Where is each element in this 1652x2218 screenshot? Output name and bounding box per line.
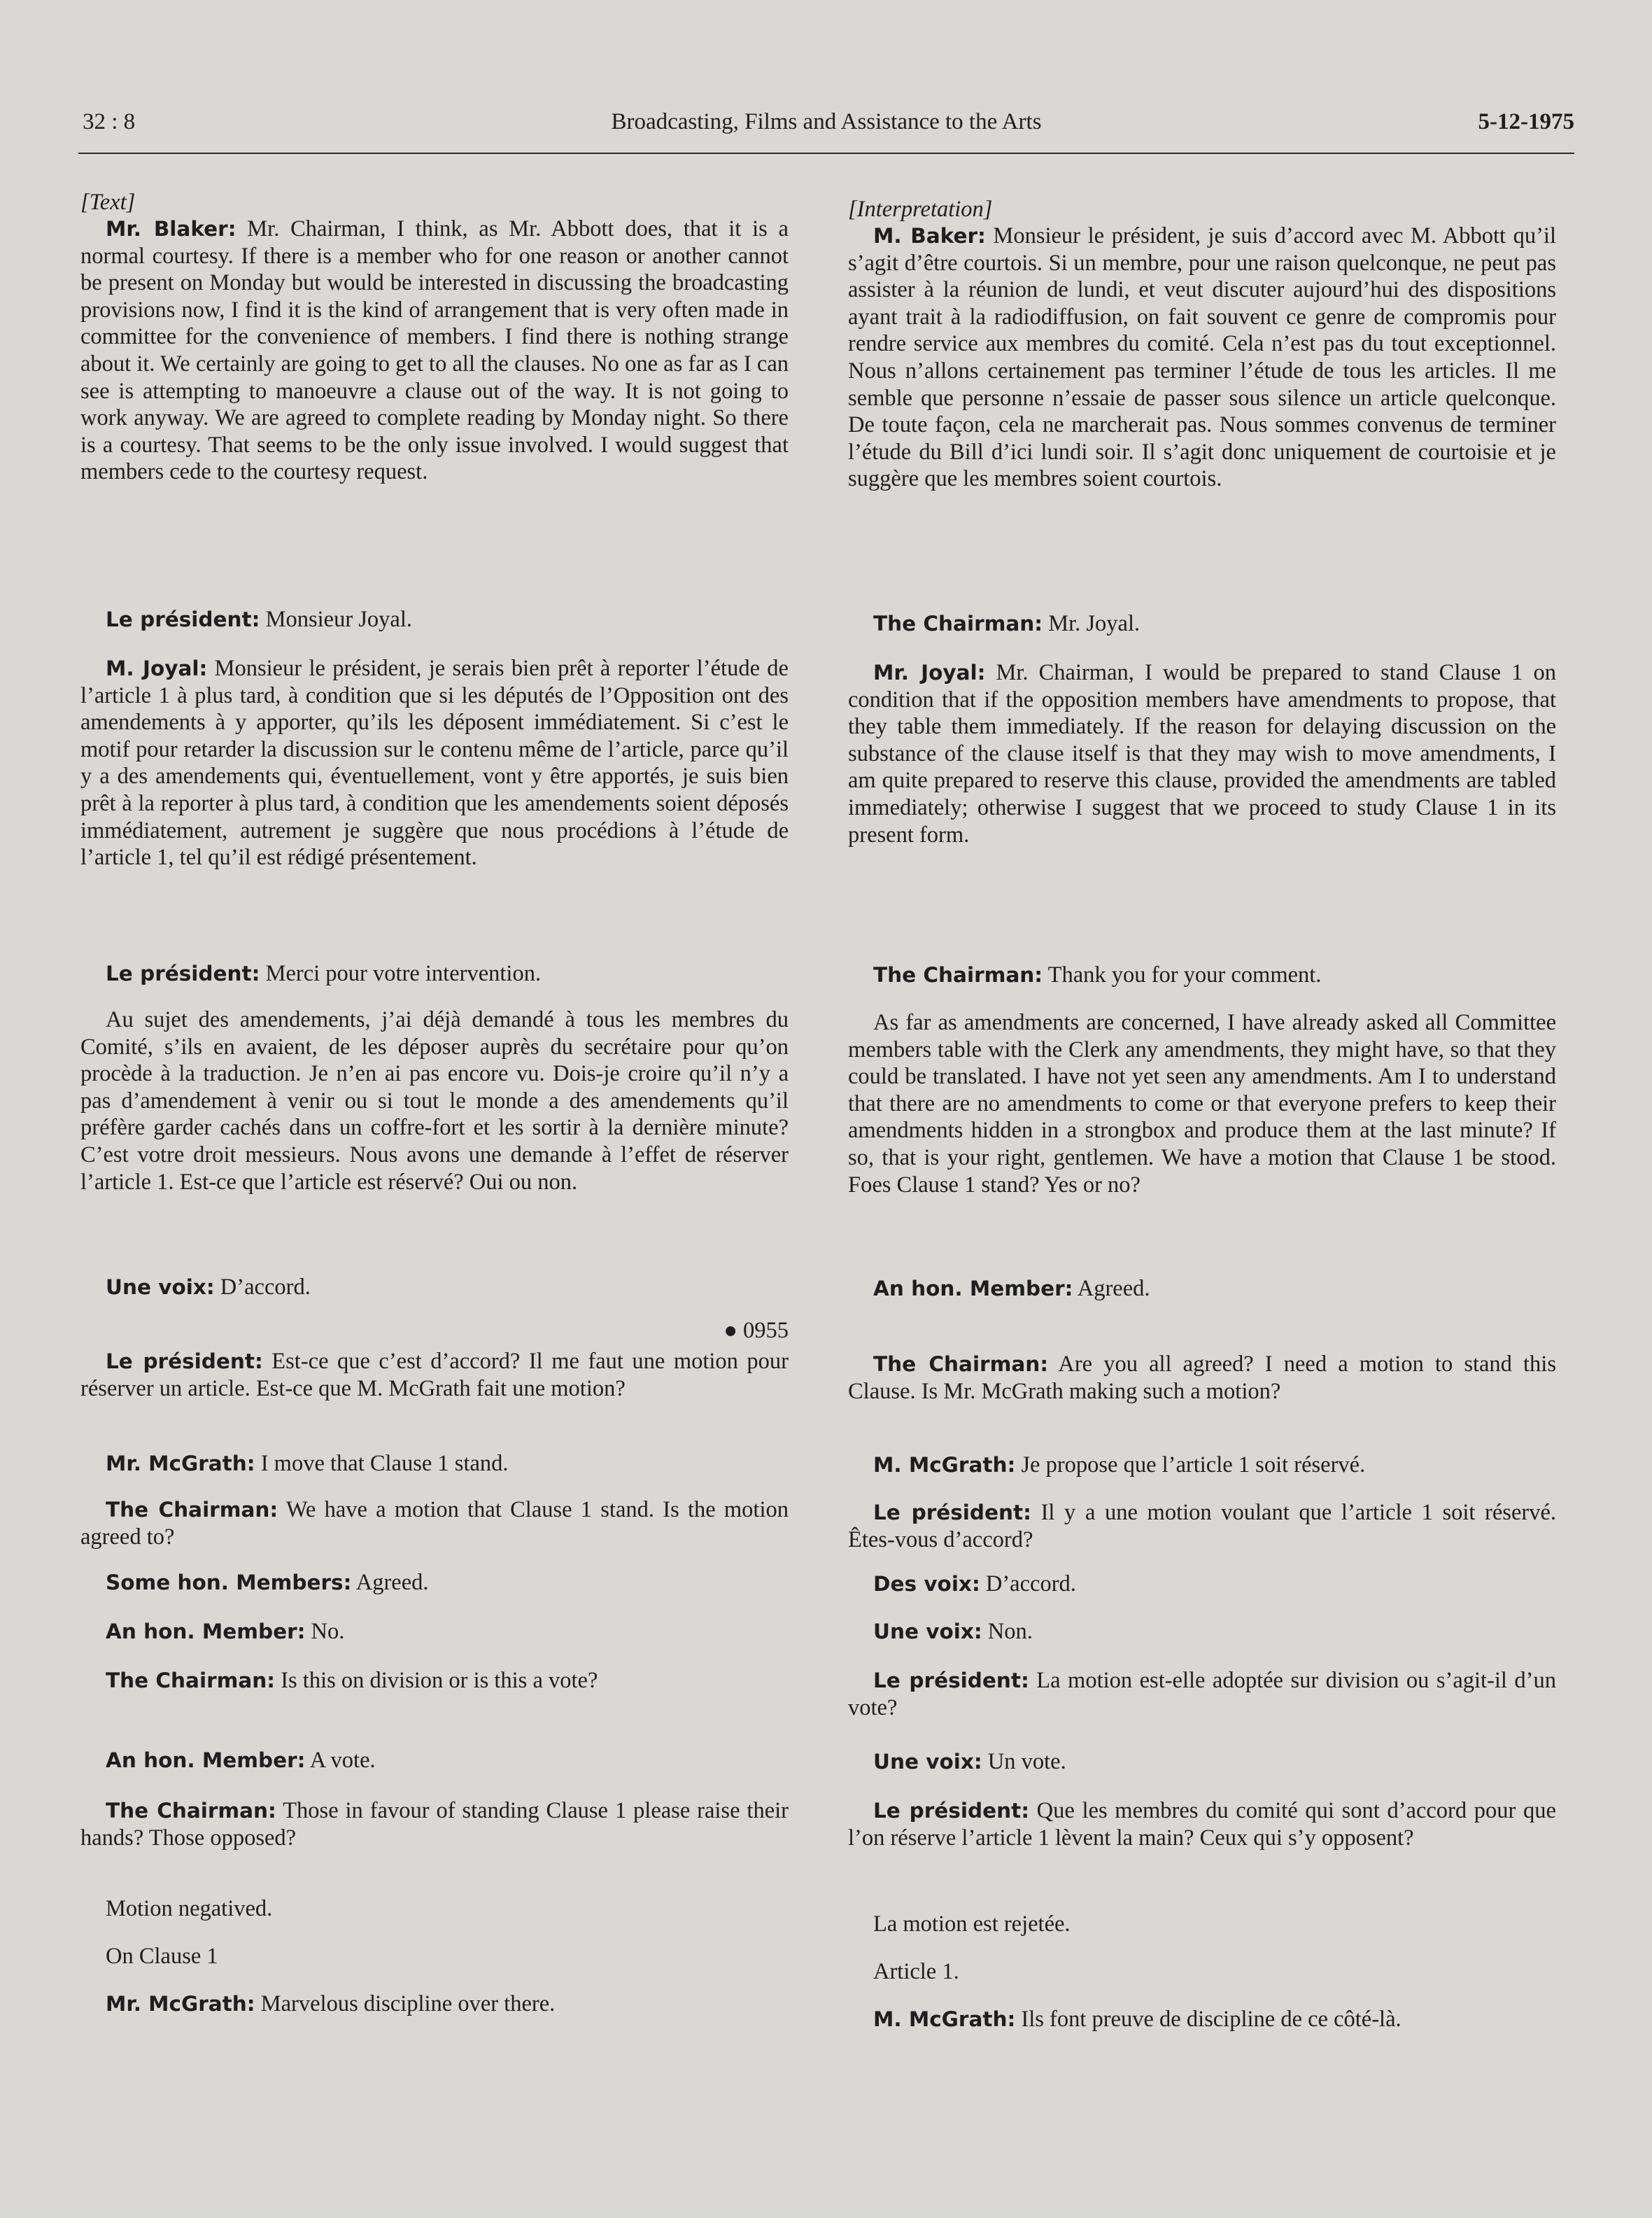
speaker-name: An hon. Member:: [873, 1277, 1073, 1300]
speaker-name: Le président:: [873, 1501, 1031, 1524]
speech-paragraph: [80, 1348, 789, 1402]
speech-paragraph: [848, 1571, 1556, 1598]
speaker-name: The Chairman:: [106, 1669, 276, 1692]
speech-text: Those in favour of standing Clause 1 please raise their hands? Those opposed?: [80, 1798, 789, 1851]
speech-paragraph: [848, 1748, 1556, 1776]
speech-text: A vote.: [305, 1748, 376, 1773]
speaker-name: The Chairman:: [873, 612, 1043, 636]
speaker-name: Le président:: [106, 608, 260, 631]
speech-text: Agreed.: [1073, 1276, 1150, 1301]
speech-text: Au sujet des amendements, j’ai déjà demandé à tous les membres du Comité, s’ils en avaient, de les déposer auprès du secrétaire pour qu’on procède à la traduction. Je n’en ai pas encore vu. Dois-je croire qu’il n’y a pas d’amendement à venir ou si tout le monde a des amendements qu’il préfère garder cachés dans un coffre-fort et les sortir à la dernière minute? C’est votre droit messieurs. Nous avons une demande à l’effet de réserver l’article 1. Est-ce que l’article est réservé? Oui ou non.: [80, 1007, 789, 1195]
speech-paragraph: [80, 1450, 789, 1478]
speech-text: Is this on division or is this a vote?: [275, 1668, 598, 1693]
speech-paragraph: [80, 1618, 789, 1645]
speech-paragraph: [80, 1569, 789, 1596]
speaker-name: Une voix:: [873, 1750, 982, 1774]
speech-text: We have a motion that Clause 1 stand. Is the motion agreed to?: [80, 1497, 789, 1550]
speech-paragraph: [848, 2006, 1556, 2033]
speaker-name: Mr. McGrath:: [106, 1992, 255, 2016]
speech-text: Est-ce que c’est d’accord? Il me faut une motion pour réserver un article. Est-ce que M. McGrath fait une motion?: [80, 1349, 789, 1401]
speech-paragraph: [80, 1747, 789, 1774]
speaker-name: Des voix:: [873, 1572, 980, 1596]
clause-heading: [80, 1943, 789, 1970]
publication-title: Broadcasting, Films and Assistance to the Arts: [611, 109, 1042, 134]
speaker-name: Mr. Blaker:: [106, 217, 236, 241]
section-marker: [Text]: [80, 190, 136, 215]
speech-text: Il y a une motion voulant que l’article 1 soit réservé. Êtes-vous d’accord?: [848, 1500, 1556, 1552]
speech-text: Are you all agreed? I need a motion to stand this Clause. Is Mr. McGrath making such a motion?: [848, 1352, 1556, 1404]
speech-paragraph: [848, 1009, 1556, 1198]
speech-paragraph: [80, 606, 789, 633]
speech-text: Thank you for your comment.: [1043, 962, 1322, 988]
speech-text: Monsieur le président, je suis d’accord avec M. Abbott qu’il s’agit d’être courtois. Si un membre, pour une raison quelconque, ne peut pas assister à la réunion de lundi, et veut discuter aujourd’hui des dispositions ayant trait à la radiodiffusion, on fait souvent ce genre de compromis pour rendre service aux membres du comité. Cela n’est pas du tout exceptionnel. Nous n’allons certainement pas terminer l’étude de tous les articles. Il me semble que personne n’essaie de passer sous silence un article quelconque. De toute façon, cela ne marcherait pas. Nous sommes convenus de terminer l’étude du Bill d’ici lundi soir. Il s’agit donc uniquement de courtoisie et je suggère que les membres soient courtois.: [848, 223, 1556, 492]
speech-paragraph: [80, 960, 789, 988]
speech-paragraph: [848, 1351, 1556, 1405]
speaker-name: M. Baker:: [873, 224, 986, 248]
speech-paragraph: [848, 1452, 1556, 1479]
speaker-name: Mr. Joyal:: [873, 661, 986, 685]
speech-paragraph: [80, 1667, 789, 1694]
speech-text: Mr. Chairman, I would be prepared to stand Clause 1 on condition that if the opposition members have amendments to propose, that they table them immediately. If the reason for delaying discussion on the substance of the clause itself is that they may wish to move amendments, I am quite prepared to reserve this clause, provided the amendments are tabled immediately; otherwise I suggest that we proceed to study Clause 1 in its present form.: [848, 660, 1556, 848]
section-marker: [Interpretation]: [848, 197, 993, 222]
speech-paragraph: [80, 1895, 789, 1923]
speaker-name: An hon. Member:: [106, 1620, 306, 1643]
speech-text: Article 1.: [873, 1959, 959, 1984]
speaker-name: Le président:: [106, 1349, 263, 1373]
speech-text: On Clause 1: [106, 1944, 218, 1969]
speaker-name: Some hon. Members:: [106, 1571, 352, 1594]
speech-paragraph: [848, 962, 1556, 989]
issue-date: 5-12-1975: [1478, 109, 1574, 134]
speech-paragraph: [848, 1499, 1556, 1553]
speech-paragraph: [848, 659, 1556, 848]
speech-paragraph: [848, 1797, 1556, 1851]
clause-heading: [848, 1958, 1556, 1986]
speech-text: Motion negatived.: [106, 1896, 273, 1921]
speaker-name: Le président:: [873, 1799, 1029, 1823]
speech-text: La motion est-elle adoptée sur division ou s’agit-il d’un vote?: [848, 1668, 1557, 1720]
speech-text: Mr. Joyal.: [1043, 611, 1141, 636]
speech-paragraph: [848, 1618, 1556, 1645]
speech-text: Je propose que l’article 1 soit réservé.: [1015, 1452, 1366, 1478]
speech-paragraph: [80, 1991, 789, 2018]
speech-text: Un vote.: [982, 1749, 1066, 1774]
speech-text: I move that Clause 1 stand.: [255, 1451, 509, 1476]
speaker-name: M. McGrath:: [873, 2007, 1016, 2031]
speech-text: Agreed.: [351, 1570, 429, 1595]
speech-text: La motion est rejetée.: [873, 1911, 1071, 1937]
speaker-name: The Chairman:: [873, 963, 1043, 987]
speaker-name: The Chairman:: [106, 1799, 276, 1823]
speech-paragraph: [848, 223, 1556, 493]
speech-paragraph: [848, 610, 1556, 638]
speech-paragraph: [848, 1275, 1556, 1303]
speaker-name: Une voix:: [106, 1275, 215, 1299]
speaker-name: M. Joyal:: [106, 657, 208, 680]
speech-text: Monsieur le président, je serais bien prêt à reporter l’étude de l’article 1 à plus tard, à condition que si les députés de l’Opposition ont des amendements à y apporter, qu’ils les déposent immédiatement. Si c’est le motif pour retarder la discussion sur le contenu même de l’article, parce qu’il y a des amendements qui, éventuellement, vont y être apportés, je suis bien prêt à la reporter à plus tard, à condition que les amendements soient déposés immédiatement, autrement je suggère que nous procédions à l’étude de l’article 1, tel qu’il est rédigé présentement.: [80, 656, 789, 871]
speech-text: Marvelous discipline over there.: [255, 1991, 556, 2016]
speech-paragraph: [80, 1006, 789, 1195]
speech-text: Monsieur Joyal.: [260, 607, 413, 632]
speech-paragraph: [80, 1496, 789, 1550]
speech-paragraph: [80, 1274, 789, 1301]
running-header: [78, 104, 1574, 154]
speaker-name: An hon. Member:: [106, 1748, 306, 1772]
speaker-name: Le président:: [106, 962, 260, 985]
speech-paragraph: [80, 1797, 789, 1851]
speaker-name: The Chairman:: [873, 1352, 1049, 1376]
speech-text: Ils font preuve de discipline de ce côté-là.: [1015, 2007, 1402, 2032]
speaker-name: M. McGrath:: [873, 1453, 1016, 1477]
speech-paragraph: [848, 1667, 1556, 1721]
page-number: 32 : 8: [83, 109, 136, 134]
speech-paragraph: [80, 216, 789, 486]
speech-text: Merci pour votre intervention.: [260, 961, 542, 986]
speaker-name: Le président:: [873, 1669, 1029, 1692]
speech-text: Mr. Chairman, I think, as Mr. Abbott does, that it is a normal courtesy. If there is a member who for one reason or another cannot be present on Monday but would be interested in discussing the broadcasting provisions now, I find it is the kind of arrangement that is very often made in committee for the convenience of members. I find there is nothing strange about it. We certainly are going to get to all the clauses. No one as far as I can see is attempting to manoeuvre a clause out of the way. It is not going to work anyway. We are agreed to complete reading by Monday night. So there is a courtesy. That seems to be the only issue involved. I would suggest that members cede to the courtesy request.: [80, 216, 789, 485]
speech-text: Que les membres du comité qui sont d’accord pour que l’on réserve l’article 1 lèvent la main? Ceux qui s’y opposent?: [848, 1798, 1556, 1851]
speech-paragraph: [848, 1911, 1556, 1938]
speech-text: As far as amendments are concerned, I have already asked all Committee members table with the Clerk any amendments, they might have, so that they could be translated. I have not yet seen any amendments. Am I to understand that there are no amendments to come or that everyone prefers to keep their amendments hidden in a strongbox and produce them at the last minute? If so, that is your right, gentlemen. We have a motion that Clause 1 be stood. Foes Clause 1 stand? Yes or no?: [848, 1010, 1556, 1198]
speech-text: D’accord.: [214, 1275, 311, 1300]
speech-paragraph: [80, 655, 789, 871]
speaker-name: The Chairman:: [106, 1498, 278, 1522]
timestamp-marker: ● 0955: [723, 1318, 789, 1343]
speech-text: Non.: [982, 1619, 1033, 1644]
speaker-name: Mr. McGrath:: [106, 1452, 255, 1475]
speaker-name: Une voix:: [873, 1620, 982, 1643]
speech-text: No.: [305, 1619, 345, 1644]
speech-text: D’accord.: [980, 1571, 1076, 1596]
